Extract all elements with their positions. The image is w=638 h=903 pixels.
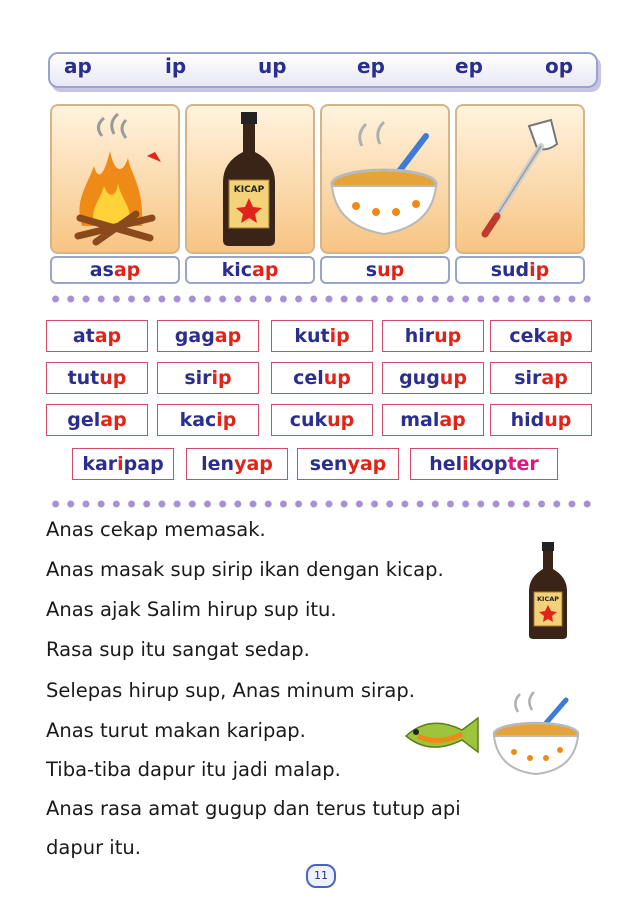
kicap-small-label-text: KICAP [536, 595, 560, 603]
syllable-1: ap [64, 54, 92, 78]
sentence-6: Anas turut makan karipap. [46, 719, 306, 742]
sentence-8: Anas rasa amat gugup dan terus tutup api [46, 797, 461, 820]
word-kacip: kacip [157, 404, 259, 436]
kicap-bottle-small-illustration [520, 540, 576, 640]
word-atap: atap [46, 320, 148, 352]
sentence-2: Anas masak sup sirip ikan dengan kicap. [46, 558, 444, 581]
sentence-1: Anas cekap memasak. [46, 518, 266, 541]
word-karipap: karipap [72, 448, 174, 480]
syllable-3: up [258, 54, 287, 78]
dotted-divider-top [48, 295, 596, 303]
word-tutup: tutup [46, 362, 148, 394]
word-sirap: sirap [490, 362, 592, 394]
sup-card [320, 104, 450, 254]
word-lenyap: lenyap [186, 448, 288, 480]
fire-illustration [52, 106, 178, 252]
word-senyap: senyap [297, 448, 399, 480]
spatula-illustration [457, 106, 583, 252]
sudip-card [455, 104, 585, 254]
sentence-7: Tiba-tiba dapur itu jadi malap. [46, 758, 341, 781]
soup-bowl-illustration [322, 106, 448, 252]
fire-card [50, 104, 180, 254]
syllable-5: ep [455, 54, 483, 78]
picture-word-kicap: kicap [185, 256, 315, 284]
kicap-card [185, 104, 315, 254]
kicap-label-text: KICAP [233, 185, 265, 195]
kicap-bottle-illustration [187, 106, 313, 252]
word-kutip: kutip [271, 320, 373, 352]
soup-bowl-small-illustration [488, 686, 584, 778]
fish-illustration [398, 712, 484, 758]
sentence-9: dapur itu. [46, 836, 141, 859]
syllable-6: op [545, 54, 574, 78]
word-gelap: gelap [46, 404, 148, 436]
sentence-3: Anas ajak Salim hirup sup itu. [46, 598, 337, 621]
word-gagap: gagap [157, 320, 259, 352]
word-cekap: cekap [490, 320, 592, 352]
word-sirip: sirip [157, 362, 259, 394]
word-celup: celup [271, 362, 373, 394]
picture-word-sudip: sudip [455, 256, 585, 284]
sentence-4: Rasa sup itu sangat sedap. [46, 638, 310, 661]
word-cukup: cukup [271, 404, 373, 436]
page-number: 11 [306, 864, 336, 888]
word-gugup: gugup [382, 362, 484, 394]
dotted-divider-bottom [48, 500, 596, 508]
syllable-4: ep [357, 54, 385, 78]
word-malap: malap [382, 404, 484, 436]
word-hirup: hirup [382, 320, 484, 352]
picture-word-sup: sup [320, 256, 450, 284]
sentence-5: Selepas hirup sup, Anas minum sirap. [46, 679, 415, 702]
picture-word-asap: asap [50, 256, 180, 284]
syllable-2: ip [165, 54, 187, 78]
word-hidup: hidup [490, 404, 592, 436]
word-helikopter: helikopter [410, 448, 558, 480]
syllable-bar [48, 52, 598, 88]
